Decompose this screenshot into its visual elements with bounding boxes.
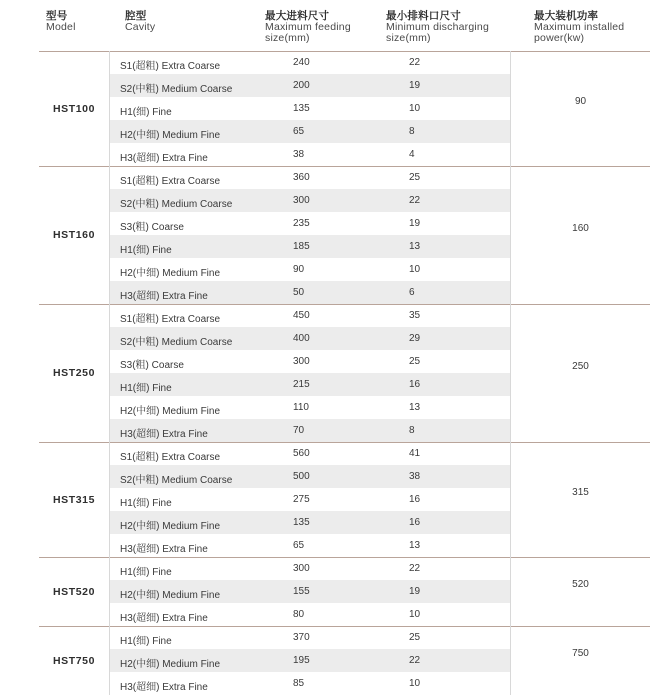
model-group (39, 304, 650, 442)
feed-size-cell: 215 (293, 379, 310, 390)
discharge-size-cell: 25 (409, 356, 421, 367)
cavity-cell: H2(中细) Medium Fine (120, 590, 221, 601)
table-row (110, 373, 510, 396)
discharge-size-cell: 29 (409, 333, 421, 344)
table-row (110, 488, 510, 511)
feed-size-cell: 65 (293, 126, 305, 137)
cavity-rows (110, 51, 510, 166)
cavity-cell: H1(细) Fine (120, 498, 172, 509)
feed-size-cell: 185 (293, 241, 310, 252)
feed-size-cell: 400 (293, 333, 310, 344)
model-name: HST315 (52, 493, 96, 506)
installed-power: 750 (572, 648, 589, 659)
header-model-en: Model (46, 21, 76, 33)
feed-size-cell: 300 (293, 195, 310, 206)
table-row (110, 120, 510, 143)
table-row (110, 603, 510, 626)
header-discharge-en2: size(mm) (386, 32, 431, 44)
discharge-size-cell: 38 (409, 471, 421, 482)
feed-size-cell: 360 (293, 172, 310, 183)
table-row (110, 235, 510, 258)
feed-size-cell: 370 (293, 632, 310, 643)
header-model-zh: 型号 (46, 10, 68, 22)
table-row (110, 143, 510, 166)
table-row (110, 51, 510, 74)
model-group (39, 166, 650, 304)
cavity-cell: H2(中细) Medium Fine (120, 521, 221, 532)
table-row (110, 672, 510, 695)
discharge-size-cell: 13 (409, 540, 421, 551)
discharge-size-cell: 8 (409, 126, 415, 137)
header-cavity (125, 11, 155, 33)
table-row (110, 97, 510, 120)
cavity-rows (110, 166, 510, 304)
header-cavity-zh: 腔型 (125, 10, 147, 22)
discharge-size-cell: 22 (409, 57, 421, 68)
feed-size-cell: 450 (293, 310, 310, 321)
cavity-cell: S2(中粗) Medium Coarse (120, 84, 233, 95)
header-cavity-en: Cavity (125, 21, 156, 33)
feed-size-cell: 300 (293, 356, 310, 367)
cavity-cell: H1(细) Fine (120, 567, 172, 578)
table-row (110, 626, 510, 649)
feed-size-cell: 300 (293, 563, 310, 574)
cavity-rows (110, 626, 510, 695)
cavity-rows (110, 557, 510, 626)
cavity-cell: H3(超细) Extra Fine (120, 429, 208, 440)
header-discharge-zh: 最小排料口尺寸 (386, 10, 461, 22)
discharge-size-cell: 22 (409, 195, 421, 206)
table-row (110, 511, 510, 534)
discharge-size-cell: 10 (409, 678, 421, 689)
header-discharge-en1: Minimum discharging (386, 21, 490, 33)
table-row (110, 534, 510, 557)
discharge-size-cell: 19 (409, 218, 421, 229)
discharge-size-cell: 13 (409, 241, 421, 252)
cavity-cell: H2(中细) Medium Fine (120, 406, 221, 417)
feed-size-cell: 275 (293, 494, 310, 505)
header-discharge (386, 11, 489, 44)
cavity-cell: S2(中粗) Medium Coarse (120, 337, 233, 348)
discharge-size-cell: 16 (409, 517, 421, 528)
spec-table (39, 51, 650, 695)
discharge-size-cell: 19 (409, 80, 421, 91)
table-row (110, 557, 510, 580)
table-row (110, 166, 510, 189)
feed-size-cell: 90 (293, 264, 305, 275)
header-power (534, 11, 624, 44)
discharge-size-cell: 10 (409, 103, 421, 114)
model-group (39, 51, 650, 166)
table-row (110, 304, 510, 327)
discharge-size-cell: 10 (409, 609, 421, 620)
cavity-cell: H3(超细) Extra Fine (120, 153, 208, 164)
installed-power: 90 (574, 96, 587, 107)
feed-size-cell: 135 (293, 517, 310, 528)
cavity-rows (110, 442, 510, 557)
cavity-cell: H2(中细) Medium Fine (120, 130, 221, 141)
discharge-size-cell: 13 (409, 402, 421, 413)
cavity-cell: S1(超粗) Extra Coarse (120, 314, 221, 325)
model-name: HST750 (52, 654, 96, 667)
table-row (110, 327, 510, 350)
discharge-size-cell: 16 (409, 379, 421, 390)
table-row (110, 74, 510, 97)
feed-size-cell: 80 (293, 609, 305, 620)
feed-size-cell: 110 (293, 402, 309, 413)
model-group (39, 626, 650, 695)
cavity-cell: H1(细) Fine (120, 245, 172, 256)
header-model (46, 11, 76, 33)
model-name: HST520 (52, 585, 96, 598)
discharge-size-cell: 8 (409, 425, 415, 436)
cavity-cell: H1(细) Fine (120, 383, 172, 394)
table-row (110, 189, 510, 212)
feed-size-cell: 155 (293, 586, 310, 597)
discharge-size-cell: 22 (409, 563, 421, 574)
cavity-cell: H2(中细) Medium Fine (120, 268, 221, 279)
discharge-size-cell: 35 (409, 310, 421, 321)
header-feed (265, 11, 351, 44)
table-row (110, 465, 510, 488)
discharge-size-cell: 41 (409, 448, 421, 459)
feed-size-cell: 200 (293, 80, 310, 91)
table-row (110, 580, 510, 603)
cavity-cell: S3(粗) Coarse (120, 222, 184, 233)
table-row (110, 442, 510, 465)
cavity-cell: H1(细) Fine (120, 636, 172, 647)
installed-power: 160 (572, 222, 589, 234)
discharge-size-cell: 16 (409, 494, 421, 505)
table-row (110, 649, 510, 672)
feed-size-cell: 135 (293, 103, 310, 114)
cavity-rows (110, 304, 510, 442)
feed-size-cell: 65 (293, 540, 305, 551)
cavity-cell: S3(粗) Coarse (120, 360, 184, 371)
cavity-cell: S1(超粗) Extra Coarse (120, 176, 221, 187)
feed-size-cell: 85 (293, 678, 305, 689)
cavity-cell: H1(细) Fine (120, 107, 172, 118)
discharge-size-cell: 4 (409, 149, 415, 160)
model-name: HST250 (52, 367, 96, 379)
cavity-cell: S1(超粗) Extra Coarse (120, 452, 221, 463)
installed-power: 315 (572, 487, 589, 498)
model-name: HST160 (52, 229, 96, 241)
header-feed-en2: size(mm) (265, 32, 310, 44)
cavity-cell: S2(中粗) Medium Coarse (120, 199, 233, 210)
feed-size-cell: 70 (293, 425, 305, 436)
table-row (110, 258, 510, 281)
table-header (0, 0, 650, 51)
discharge-size-cell: 10 (409, 264, 421, 275)
feed-size-cell: 560 (293, 448, 310, 459)
feed-size-cell: 195 (293, 655, 310, 666)
cavity-cell: S1(超粗) Extra Coarse (120, 61, 221, 72)
discharge-size-cell: 6 (409, 287, 415, 298)
model-group (39, 557, 650, 626)
header-power-en1: Maximum installed (534, 21, 625, 33)
model-group (39, 442, 650, 557)
model-name: HST100 (52, 102, 96, 115)
table-row (110, 212, 510, 235)
installed-power: 520 (572, 579, 589, 590)
feed-size-cell: 38 (293, 149, 305, 160)
header-feed-en1: Maximum feeding (265, 21, 351, 33)
discharge-size-cell: 25 (409, 172, 421, 183)
table-row (110, 281, 510, 304)
cavity-cell: H3(超细) Extra Fine (120, 682, 208, 693)
installed-power: 250 (572, 360, 589, 372)
cavity-cell: H3(超细) Extra Fine (120, 613, 208, 624)
table-row (110, 350, 510, 373)
discharge-size-cell: 25 (409, 632, 421, 643)
header-power-en2: power(kw) (534, 32, 585, 44)
table-row (110, 396, 510, 419)
cavity-cell: S2(中粗) Medium Coarse (120, 475, 233, 486)
feed-size-cell: 240 (293, 57, 310, 68)
feed-size-cell: 50 (293, 287, 305, 298)
discharge-size-cell: 22 (409, 655, 421, 666)
cavity-cell: H2(中细) Medium Fine (120, 659, 221, 670)
cavity-cell: H3(超细) Extra Fine (120, 544, 208, 555)
discharge-size-cell: 19 (409, 586, 421, 597)
table-row (110, 419, 510, 442)
feed-size-cell: 500 (293, 471, 310, 482)
header-power-zh: 最大装机功率 (534, 10, 599, 22)
header-feed-zh: 最大进料尺寸 (265, 10, 330, 22)
cavity-cell: H3(超细) Extra Fine (120, 291, 208, 302)
feed-size-cell: 235 (293, 218, 310, 229)
